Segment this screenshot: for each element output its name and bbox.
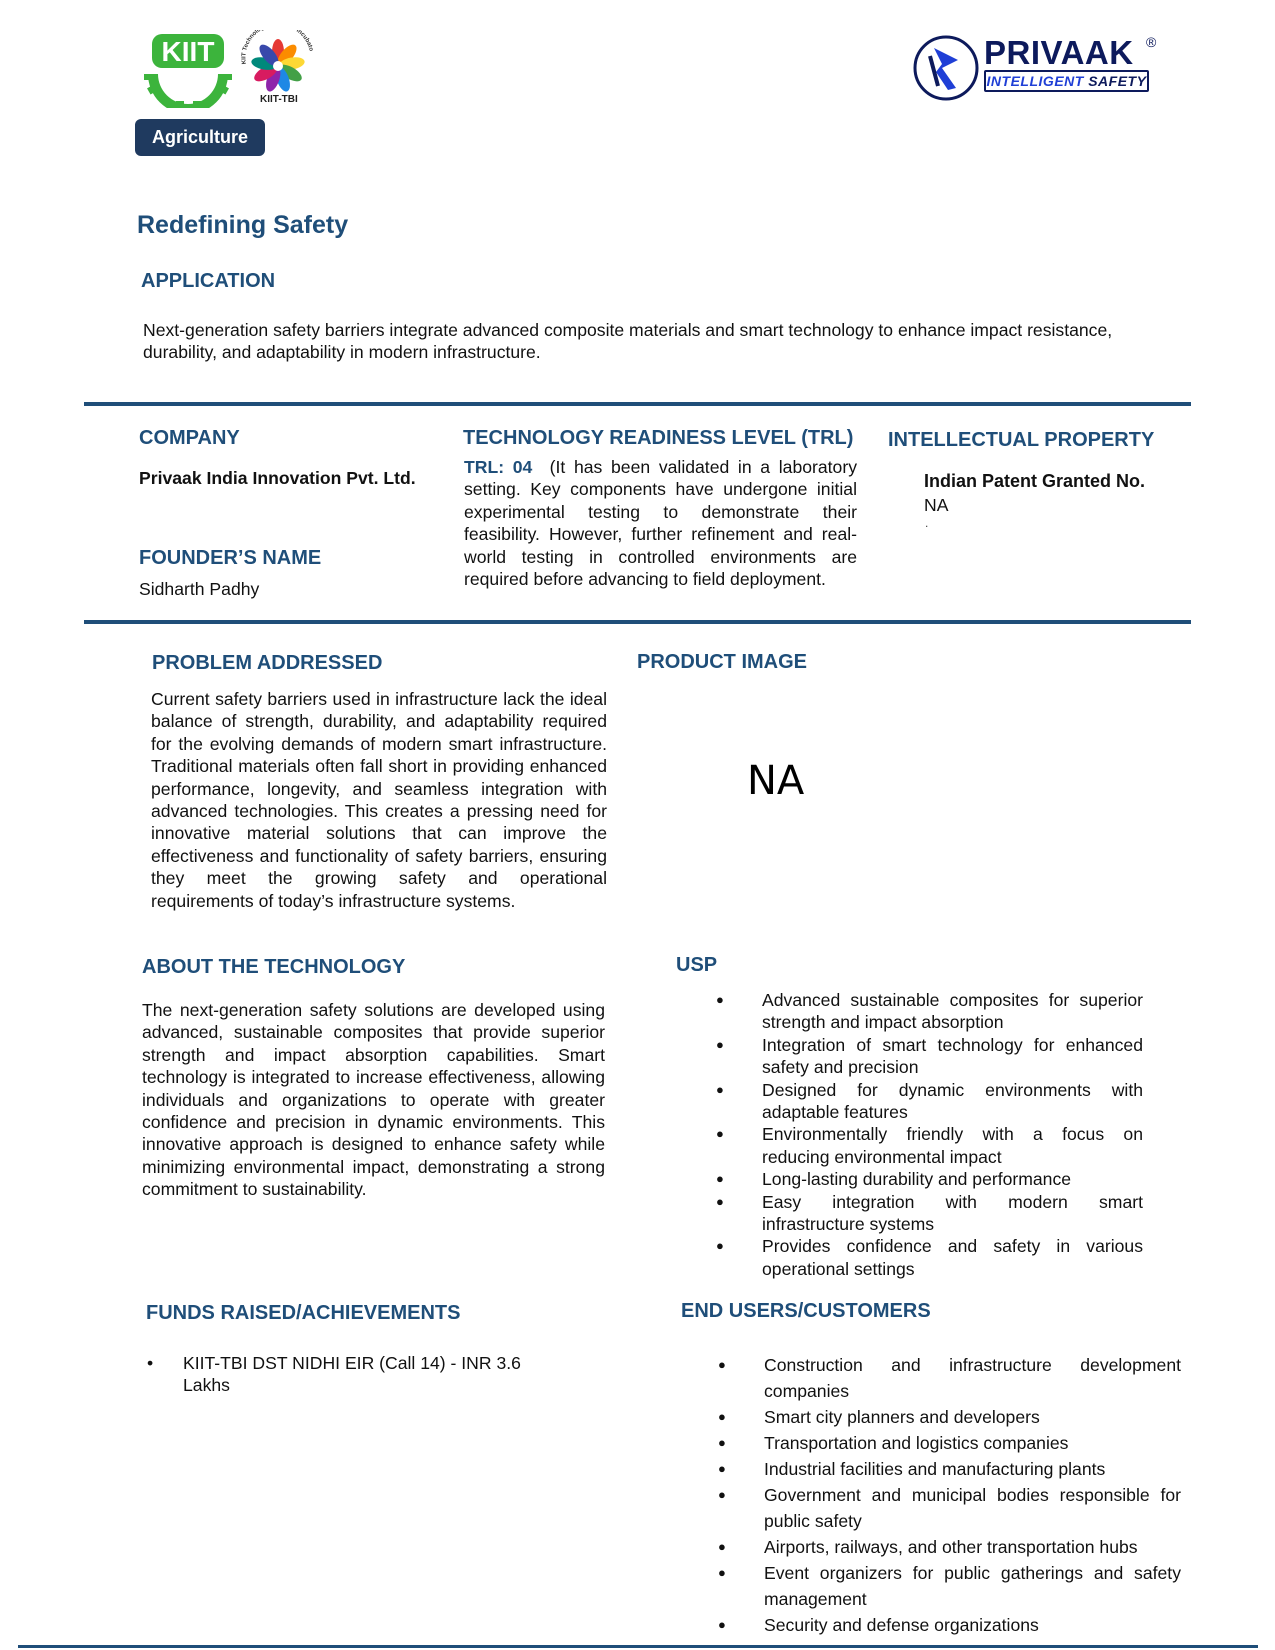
ip-dot: . [925,516,929,530]
trl-block [464,456,857,590]
usp-item: ● Environmentally friendly with a focus on reducing environmental impact [716,1123,1143,1168]
kiit-logo-text: KIIT [161,36,215,67]
registered-mark: ® [1146,34,1157,50]
end-user-item: ● Construction and infrastructure development companies [718,1352,1181,1404]
end-users-list [718,1352,1181,1638]
tbi-arc-text: KIIT Technolo Incubato [241,30,314,65]
trl-description: (It has been validated in a laboratory setting. Key components have undergone initial experimental testing to demonstrate their feasibility. However, further refinement and real-world testing in controlled environments are required before advancing to field deployment. [464,457,857,590]
application-text: Next-generation safety barriers integrate advanced composite materials and smart technology to enhance impact resistance, durability, and adaptability in modern infrastructure. [143,320,1113,363]
funds-bullet: • [147,1353,154,1373]
usp-heading: USP [676,954,718,976]
technology-heading: ABOUT THE TECHNOLOGY [142,956,406,978]
usp-list [716,989,1143,1280]
ip-heading: INTELLECTUAL PROPERTY [888,429,1155,451]
category-badge: Agriculture [135,119,265,156]
trl-level: TRL: 04 [464,457,533,477]
divider-top [84,402,1191,406]
end-user-item: ● Smart city planners and developers [718,1404,1181,1430]
technology-text: The next-generation safety solutions are developed using advanced, sustainable composites that provide superior strength and impact absorption capabilities. Smart technology is integrated to increase effectiveness, allowing individuals and organizations to operate with greater confidence and precision in dynamic environments. This innovative approach is designed to enhance safety while minimizing environmental impact, demonstrating a strong commitment to sustainability. [142,1000,605,1200]
kiit-tbi-logo [238,30,328,110]
trl-heading: TECHNOLOGY READINESS LEVEL (TRL) [463,427,854,449]
privaak-emblem-icon [912,34,980,102]
usp-item: ● Provides confidence and safety in various operational settings [716,1235,1143,1280]
end-user-item: ● Transportation and logistics companies [718,1430,1181,1456]
funds-item: KIIT-TBI DST NIDHI EIR (Call 14) - INR 3.6 Lakhs [183,1353,521,1396]
end-user-item: ● Government and municipal bodies responsible for public safety [718,1482,1181,1534]
ip-label: Indian Patent Granted No. [924,471,1146,491]
usp-item: ● Advanced sustainable composites for superior strength and impact absorption [716,989,1143,1034]
privaak-name: PRIVAAK [984,34,1134,71]
problem-heading: PROBLEM ADDRESSED [152,652,383,674]
product-image-heading: PRODUCT IMAGE [637,651,807,673]
end-user-item: ● Security and defense organizations [718,1612,1181,1638]
problem-text: Current safety barriers used in infrastructure lack the ideal balance of strength, durability, and adaptability required for the evolving demands of modern smart infrastructure. Traditional materials often fall short in providing enhanced performance, longevity, and seamless integration with advanced technologies. This creates a pressing need for innovative material solutions that can improve the effectiveness and functionality of safety barriers, ensuring they meet the growing safety and operational requirements of today’s infrastructure systems. [151,689,607,911]
page-title: Redefining Safety [137,211,349,239]
tbi-flower-icon [238,30,328,94]
founder-name: Sidharth Padhy [139,579,260,599]
founder-heading: FOUNDER’S NAME [139,547,322,569]
company-heading: COMPANY [139,427,240,449]
usp-item: ● Designed for dynamic environments with adaptable features [716,1079,1143,1124]
product-image-placeholder: NA [747,758,805,804]
divider-bottom [18,1645,1258,1648]
kiit-gear-icon [138,28,238,108]
kiit-logo [138,28,238,108]
privaak-tag-intelligent: INTELLIGENT [986,73,1084,89]
end-user-item: ● Industrial facilities and manufacturing plants [718,1456,1181,1482]
company-name: Privaak India Innovation Pvt. Ltd. [139,468,416,488]
privaak-tag-safety: SAFETY [1088,73,1147,89]
usp-item: ● Easy integration with modern smart infrastructure systems [716,1191,1143,1236]
application-heading: APPLICATION [141,270,276,292]
end-user-item: ● Airports, railways, and other transportation hubs [718,1534,1181,1560]
divider-middle [84,620,1191,624]
usp-item: ● Integration of smart technology for enhanced safety and precision [716,1034,1143,1079]
privaak-tagline [984,70,1149,92]
end-users-heading: END USERS/CUSTOMERS [681,1300,931,1322]
ip-value: NA [924,495,949,515]
privaak-logo [912,30,1162,104]
tbi-label: KIIT-TBI [260,94,298,105]
funds-heading: FUNDS RAISED/ACHIEVEMENTS [146,1302,461,1324]
usp-item: ● Long-lasting durability and performance [716,1168,1143,1190]
end-user-item: ● Event organizers for public gatherings and safety management [718,1560,1181,1612]
